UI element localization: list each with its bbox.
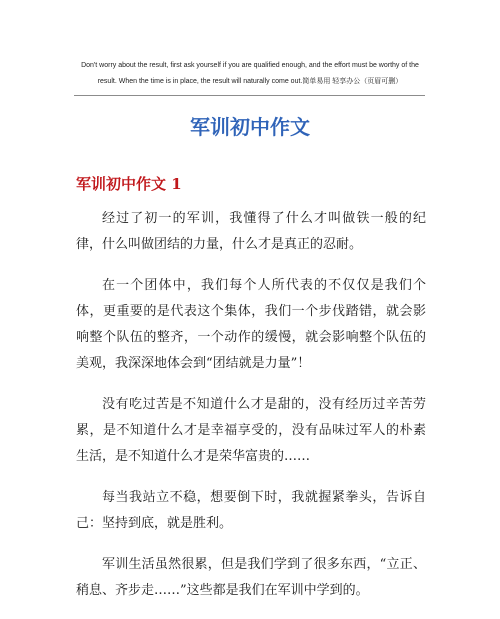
body-text — [76, 206, 426, 619]
paragraph: 在一个团体中，我们每个人所代表的不仅仅是我们个体，更重要的是代表这个集体，我们一个步伐踏错，就会影响整个队伍的整齐，一个动作的缓慢，就会影响整个队伍的美观，我深深地体会到“团结就是力量”！ — [76, 278, 426, 371]
document-title: 军训初中作文 — [190, 115, 310, 139]
paragraph: 经过了初一的军训，我懂得了什么才叫做铁一般的纪律，什么叫做团结的力量，什么才是真正的忍耐。 — [76, 211, 426, 252]
paragraph: 没有吃过苦是不知道什么才是甜的，没有经历过辛苦劳累，是不知道什么才是幸福享受的，没有品味过军人的朴素生活，是不知道什么才是荣华富贵的…… — [76, 397, 426, 464]
paragraph: 军训生活虽然很累，但是我们学到了很多东西，“立正、稍息、齐步走……”这些都是我们在军训中学到的。 — [76, 557, 426, 598]
header-text-line-1: Don't worry about the result, first ask yourself if you are qualified enough, and the effort must be worthy of the — [81, 62, 419, 69]
header-divider — [74, 95, 425, 96]
header-text-line-2: result. When the time is in place, the result will naturally come out.简单易用 轻享办公（页眉可删） — [97, 78, 403, 85]
page-header — [60, 58, 440, 90]
section-heading: 军训初中作文 1 — [76, 175, 182, 193]
paragraph: 每当我站立不稳，想要倒下时，我就握紧拳头，告诉自己：坚持到底，就是胜利。 — [76, 490, 426, 531]
